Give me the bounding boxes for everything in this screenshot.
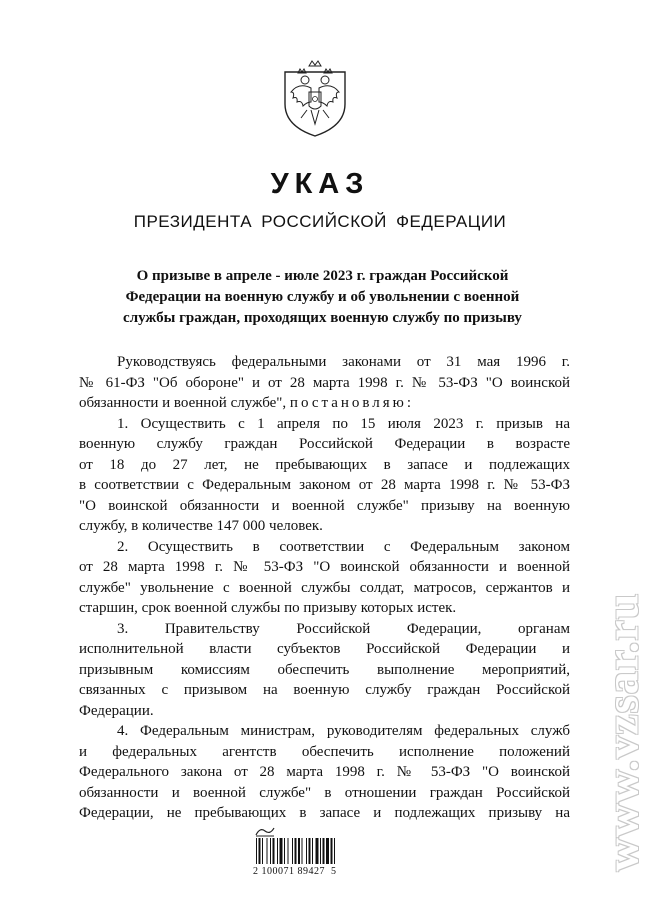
preamble-line: № 61-ФЗ "Об обороне" и от 28 марта 1998 г. № 53-ФЗ "О воинской	[79, 374, 570, 391]
title-line: службы граждан, проходящих военную службу по призыву	[123, 310, 522, 326]
barcode-number: 2 100071 89427 5	[253, 866, 337, 877]
paragraph-3-line: связанных с призывом на военную службу граждан Российской	[79, 682, 570, 698]
paragraph-1-line: от 18 до 27 лет, не пребывающих в запасе и подлежащих	[79, 456, 570, 473]
paragraph-4-line: 4. Федеральным министрам, руководителям федеральных служб	[117, 723, 570, 739]
paragraph-4-line: Федерального закона от 28 марта 1998 г. № 53-ФЗ "О воинской	[79, 764, 570, 780]
decree-title	[80, 266, 565, 329]
paragraph-2-line: 2. Осуществить в соответствии с Федеральным законом	[117, 538, 570, 555]
paragraph-1-line: "О воинской обязанности и военной службе" призыву на военную	[79, 497, 570, 514]
paragraph-3-line: 3. Правительству Российской Федерации, органам	[117, 620, 570, 637]
paragraph-1-line: 1. Осуществить с 1 апреля по 15 июля 2023 г. призыв на	[117, 415, 570, 432]
paragraph-4-line: Федерации, не пребывающих в запасе и подлежащих призыву на	[79, 805, 570, 821]
preamble-text: обязанности и военной службе",	[79, 395, 287, 411]
coat-of-arms-icon	[281, 58, 349, 138]
paragraph-3-line: исполнительной власти субъектов Российской Федерации и	[79, 641, 570, 657]
preamble-line: Руководствуясь федеральными законами от 31 мая 1996 г.	[117, 354, 570, 370]
paragraph-1-line: службу, в количестве 147 000 человек.	[79, 518, 323, 534]
paragraph-2-line: службе" увольнение с военной службы солдат, матросов, сержантов и	[79, 579, 570, 596]
site-watermark: www.vzsar.ru	[596, 592, 648, 872]
decree-word: постановляю:	[289, 395, 415, 411]
decree-body	[79, 352, 570, 824]
publisher-logo-icon	[254, 825, 276, 837]
paragraph-1-line: военную службу граждан Российской Федерации в возрасте	[79, 436, 570, 452]
document-type-heading: УКАЗ	[270, 168, 370, 200]
paragraph-3-line: призывным комиссиям обеспечить выполнение мероприятий,	[79, 661, 570, 678]
preamble-line	[79, 393, 570, 414]
paragraph-2-line: старшин, срок военной службы по призыву которых истек.	[79, 600, 457, 616]
paragraph-1-line: в соответствии с Федеральным законом от 28 марта 1998 г. № 53-ФЗ	[79, 477, 570, 493]
issuer-heading: ПРЕЗИДЕНТА РОССИЙСКОЙ ФЕДЕРАЦИИ	[133, 212, 507, 231]
paragraph-4-line: и федеральных агентств обеспечить исполнение положений	[79, 743, 570, 760]
paragraph-4-line: обязанности и военной службе" в отношении граждан Российской	[79, 784, 570, 801]
title-line: Федерации на военную службу и об увольнении с военной	[125, 289, 520, 305]
paragraph-2-line: от 28 марта 1998 г. № 53-ФЗ "О воинской обязанности и военной	[79, 559, 570, 575]
paragraph-3-line: Федерации.	[79, 702, 154, 719]
title-line: О призыве в апреле - июле 2023 г. граждан Российской	[136, 268, 509, 284]
